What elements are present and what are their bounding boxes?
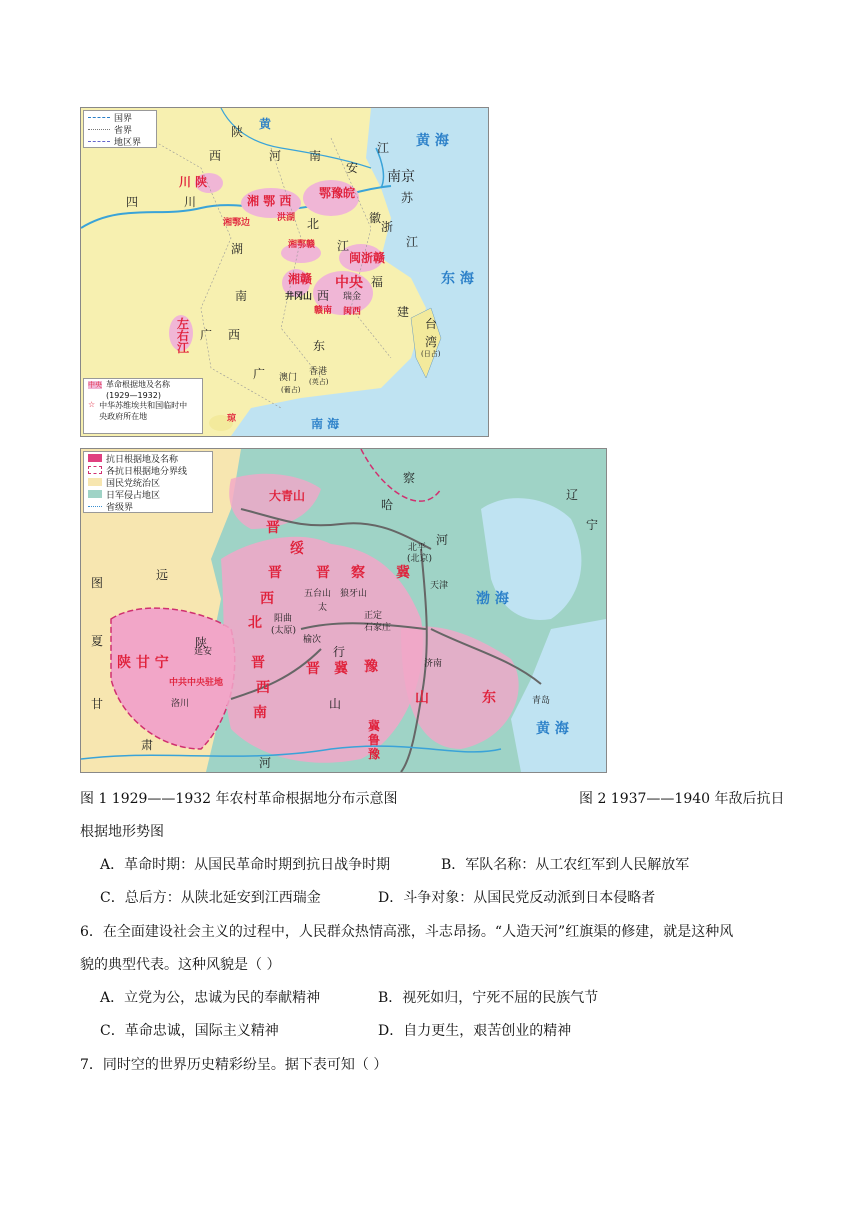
lbl2-jin2: 晋 [268,565,282,581]
lbl-aomen: 澳门 [279,373,298,383]
lbl2-yu: 豫 [364,659,378,675]
star-icon: ☆ [88,400,96,409]
lbl-si: 四 [126,195,139,209]
q6-stem-line2: 貌的典型代表。这种风貌是（ ） [80,957,281,973]
lbl2-nan: 南 [253,705,267,721]
q6-option-a[interactable]: A．立党为公，忠诚为民的奉献精神 [100,990,321,1006]
lbl2-tu: 图 [91,576,104,590]
legend2-base: 抗日根据地及名称 [106,454,179,465]
lbl-hu: 湖 [231,242,244,256]
lbl-taiwan: 台 [425,317,438,331]
lbl2-luochuan: 洛川 [171,699,190,709]
q6-option-d[interactable]: D．自力更生，艰苦创业的精神 [378,1023,572,1039]
map-anti-japanese-bases-1937-1940 [80,448,607,773]
lbl2-cha2: 察 [403,471,416,485]
lbl2-yuan: 远 [156,568,169,582]
q5-option-c[interactable]: C．总后方：从陕北延安到江西瑞金 [100,890,321,906]
caption-fig2: 图 2 1937——1940 年敌后抗日 [579,791,785,807]
lbl-jiang: 江 [377,141,390,155]
lbl2-he: 河 [259,756,272,770]
lbl2-shaan: 陕 [195,636,208,650]
legend2-boundary: 各抗日根据地分界线 [106,466,188,477]
q6-option-c[interactable]: C．革命忠诚，国际主义精神 [100,1023,279,1039]
lbl2-tai: 太 [318,603,328,613]
lbl-donghai: 东 海 [441,271,474,287]
lbl-zhe: 浙 [381,220,394,234]
q6-option-b[interactable]: B．视死如归，宁死不屈的民族气节 [378,990,599,1006]
lbl2-jin: 晋 [266,520,280,536]
map1-legend-top [83,110,157,148]
lbl-zhongyang: 中央 [335,275,363,291]
lbl2-dong: 东 [482,690,496,706]
lbl-wan: 湾 [425,335,438,349]
q5-option-d[interactable]: D．斗争对象：从国民党反动派到日本侵略者 [378,890,656,906]
lbl2-yangqu: 阳曲 [274,614,293,624]
map1-legend-bottom [83,378,203,434]
lbl2-ji: 冀 [396,565,410,581]
lbl-xiang-e-bian: 湘鄂边 [223,218,251,228]
lbl-xi-jx: 西 [317,289,330,303]
lbl2-xia: 夏 [91,634,104,648]
lbl2-wutaishan: 五台山 [304,589,332,599]
lbl-shaan: 陕 [231,125,244,139]
legend2-gmd: 国民党统治区 [106,478,161,489]
caption-fig1: 图 1 1929——1932 年农村革命根据地分布示意图 [80,791,398,807]
lbl-an: 安 [346,161,359,175]
lbl2-beiping-sub: (北京) [407,554,433,564]
lbl2-xi2: 西 [256,680,270,696]
lbl-xiang-gan: 湘赣 [288,272,313,286]
lbl2-beiping: 北平 [408,543,427,553]
legend-base: 革命根据地及名称 [106,380,170,389]
q7-stem: 7．同时空的世界历史精彩纷呈。据下表可知（ ） [80,1057,388,1073]
lbl-taiwan-sub: (日占) [421,350,441,358]
lbl2-shan: 山 [329,697,342,711]
lbl2-gan: 甘 [91,697,104,711]
lbl-xiang-e-gan: 湘鄂赣 [288,240,316,250]
lbl2-huanghai: 黄 海 [536,721,569,737]
lbl-jinggangshan: 井冈山 [285,292,313,302]
lbl-hui: 徽 [369,211,382,225]
legend-diqujie: 地区界 [114,137,142,148]
lbl2-langyashan: 狼牙山 [340,589,368,599]
legend-swatch: 中央 [88,380,102,389]
q5-option-b[interactable]: B．军队名称：从工农红军到人民解放军 [441,857,690,873]
lbl-xiang-e-xi: 湘 鄂 西 [247,194,292,208]
lbl-fu: 福 [371,275,384,289]
lbl2-zhengding: 正定 [364,611,383,621]
lbl-xi2: 西 [228,328,241,342]
lbl-min-xi: 闽西 [343,307,362,317]
legend-capital: 中华苏维埃共和国临时中央政府所在地 [99,401,188,421]
legend-years: (1929—1932) [106,390,161,400]
lbl-aomen-sub: (葡占) [281,386,301,394]
lbl2-shan2: 山 [415,690,429,706]
lbl-guang: 广 [200,328,213,342]
lbl2-liao: 辽 [566,488,579,502]
lbl-jian: 建 [397,305,410,319]
lbl-qiong: 琼 [227,414,237,424]
lbl-jiang2: 江 [337,239,350,253]
lbl-bei: 北 [307,217,320,231]
lbl-zuo-you-jiang: 左右江 [177,317,190,355]
lbl-dong: 东 [313,339,326,353]
lbl-jiang3: 江 [406,235,419,249]
q5-option-a[interactable]: A．革命时期：从国民革命时期到抗日战争时期 [100,857,391,873]
lbl-guang2: 广 [253,367,266,381]
lbl-xi: 西 [209,149,222,163]
lbl2-taiyuan: (太原) [271,626,297,636]
lbl-nanhai: 南 海 [311,417,340,431]
lbl2-jin3: 晋 [316,565,330,581]
lbl2-ning: 宁 [586,518,599,532]
lbl2-yuci: 榆次 [303,635,322,645]
map2-legend [83,451,213,513]
lbl2-tianjin: 天津 [430,581,449,591]
lbl-nan: 南 [309,149,322,163]
lbl-nanjing: 南京 [387,169,415,185]
lbl2-su: 肃 [141,738,154,752]
lbl-su: 苏 [401,191,414,205]
legend2-jp: 日军侵占地区 [106,490,161,501]
lbl2-qingdao: 青岛 [532,696,551,706]
lbl-e-yu-wan: 鄂豫皖 [319,186,356,200]
lbl2-sui: 绥 [290,541,304,557]
lbl2-jin5: 晋 [306,661,320,677]
map-revolutionary-bases-1929-1932 [80,107,489,437]
caption-fig2-cont: 根据地形势图 [80,824,164,840]
lbl-chuan-shaan: 川 陕 [179,175,208,189]
lbl-ruijin: 瑞金 [343,292,362,302]
lbl2-xi: 西 [260,591,274,607]
lbl-min-zhe-gan: 闽浙赣 [349,251,386,265]
lbl2-ji-lu-yu: 冀 鲁 豫 [368,719,381,761]
lbl-he: 河 [269,149,282,163]
lbl2-jinan: 济南 [424,659,443,669]
q6-stem-line1: 6．在全面建设社会主义的过程中，人民群众热情高涨，斗志昂扬。“人造天河”红旗渠的修建，就是这种风 [80,924,734,940]
lbl2-shijiazhuang: 石家庄 [364,623,392,633]
legend-shengjie: 省界 [114,125,133,136]
lbl-nan2: 南 [235,289,248,303]
lbl2-xing: 行 [333,645,346,659]
lbl2-yanan: 延安 [194,647,213,657]
lbl-xianggang: 香港 [309,367,328,377]
lbl-chuan: 川 [184,195,197,209]
lbl-xianggang-sub: (英占) [309,378,329,386]
lbl2-he2: 河 [436,533,449,547]
lbl-huanghai: 黄 海 [416,133,449,149]
lbl2-bei: 北 [248,615,262,631]
lbl2-ji2: 冀 [334,661,348,677]
lbl2-ha: 哈 [381,498,394,512]
lbl2-bohai: 渤 海 [476,591,509,607]
lbl2-cha: 察 [351,565,365,581]
lbl2-jin4: 晋 [251,655,265,671]
lbl-hong-hu: 洪湖 [277,213,296,223]
lbl2-daqingshan: 大青山 [269,489,306,503]
legend2-prov: 省级界 [106,502,134,513]
legend-guojie: 国界 [114,113,133,124]
lbl-huang: 黄 [259,117,272,131]
lbl-gan-nan: 赣南 [314,306,333,316]
lbl2-shaan-gan-ning: 陕 甘 宁 [117,655,169,671]
lbl2-zhonggong: 中共中央驻地 [169,678,224,688]
